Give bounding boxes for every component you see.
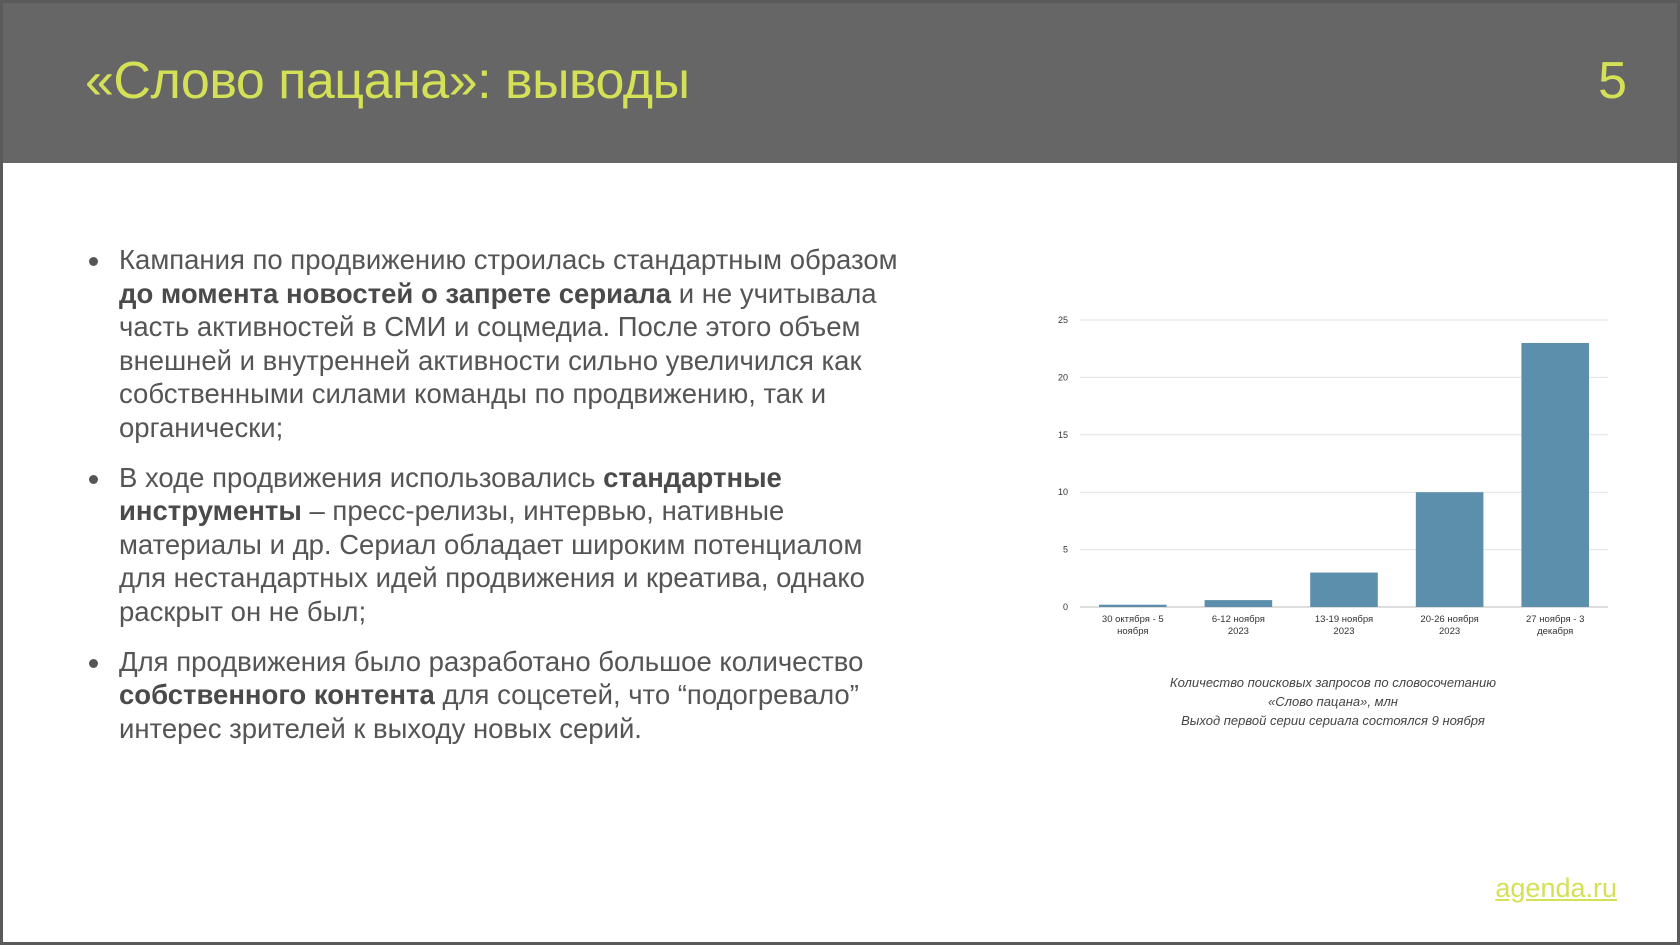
x-tick-label: 6-12 ноября bbox=[1211, 614, 1265, 625]
bar bbox=[1521, 343, 1589, 607]
bullet-bold-text: до момента новостей о запрете сериала bbox=[119, 277, 672, 309]
y-tick-label: 25 bbox=[1057, 315, 1068, 325]
y-tick-label: 10 bbox=[1057, 487, 1068, 498]
bar bbox=[1416, 492, 1484, 607]
bar bbox=[1310, 573, 1378, 607]
x-tick-label: 30 октября - 5 bbox=[1101, 614, 1164, 625]
bullet-item bbox=[85, 461, 905, 629]
page-number: 5 bbox=[1598, 52, 1627, 110]
x-tick-label: 2023 bbox=[1333, 626, 1355, 637]
chart-caption bbox=[1103, 673, 1563, 730]
x-tick-label: 27 ноября - 3 bbox=[1526, 614, 1585, 625]
bullet-item bbox=[85, 645, 905, 746]
agenda-link[interactable]: agenda.ru bbox=[1495, 873, 1617, 903]
chart-caption-line: «Слово пацана», млн bbox=[1268, 694, 1398, 709]
chart-caption-line: Выход первой серии сериала состоялся 9 ноября bbox=[1181, 713, 1485, 728]
bullet-item bbox=[85, 243, 905, 445]
y-tick-label: 0 bbox=[1062, 602, 1068, 612]
bar-chart bbox=[1048, 303, 1618, 653]
x-tick-label: 2023 bbox=[1227, 626, 1249, 637]
y-tick-label: 5 bbox=[1062, 544, 1068, 555]
bar bbox=[1099, 605, 1167, 607]
slide-title: «Слово пацана»: выводы bbox=[85, 52, 690, 110]
bullet-text: и не учитывала часть активностей в СМИ и соцмедиа. После этого объем внешней и внутренней активности сильно увеличился как собственными силами команды по продвижению, так и органически; bbox=[119, 277, 877, 443]
y-tick-label: 15 bbox=[1057, 429, 1068, 440]
bullet-text: для соцсетей, что “подогревало” интерес зрителей к выходу новых серий. bbox=[119, 679, 859, 744]
bullet-bold-text: собственного контента bbox=[119, 679, 435, 711]
bullet-text: – пресс-релизы, интервью, нативные материалы и др. Сериал обладает широким потенциалом для нестандартных идей продвижения и креатива, однако раскрыт он не был; bbox=[119, 495, 865, 627]
bullet-text: Для продвижения было разработано большое количество bbox=[119, 645, 864, 677]
header-bar bbox=[3, 3, 1677, 163]
bullet-text: В ходе продвижения использовались bbox=[119, 461, 604, 493]
chart-svg bbox=[1048, 303, 1618, 653]
x-tick-label: декабря bbox=[1537, 626, 1574, 637]
chart-caption-line: Количество поисковых запросов по словосочетанию bbox=[1169, 675, 1497, 690]
bullet-list bbox=[85, 243, 905, 761]
x-tick-label: 20-26 ноября bbox=[1420, 614, 1479, 625]
x-tick-label: 13-19 ноября bbox=[1314, 614, 1374, 625]
y-tick-label: 20 bbox=[1057, 372, 1068, 383]
bar bbox=[1205, 600, 1273, 607]
bullet-text: Кампания по продвижению строилась стандартным образом bbox=[119, 244, 898, 275]
x-tick-label: 2023 bbox=[1439, 626, 1461, 637]
bullet-bold-text: стандартные инструменты bbox=[119, 461, 782, 527]
x-tick-label: ноября bbox=[1117, 626, 1149, 637]
